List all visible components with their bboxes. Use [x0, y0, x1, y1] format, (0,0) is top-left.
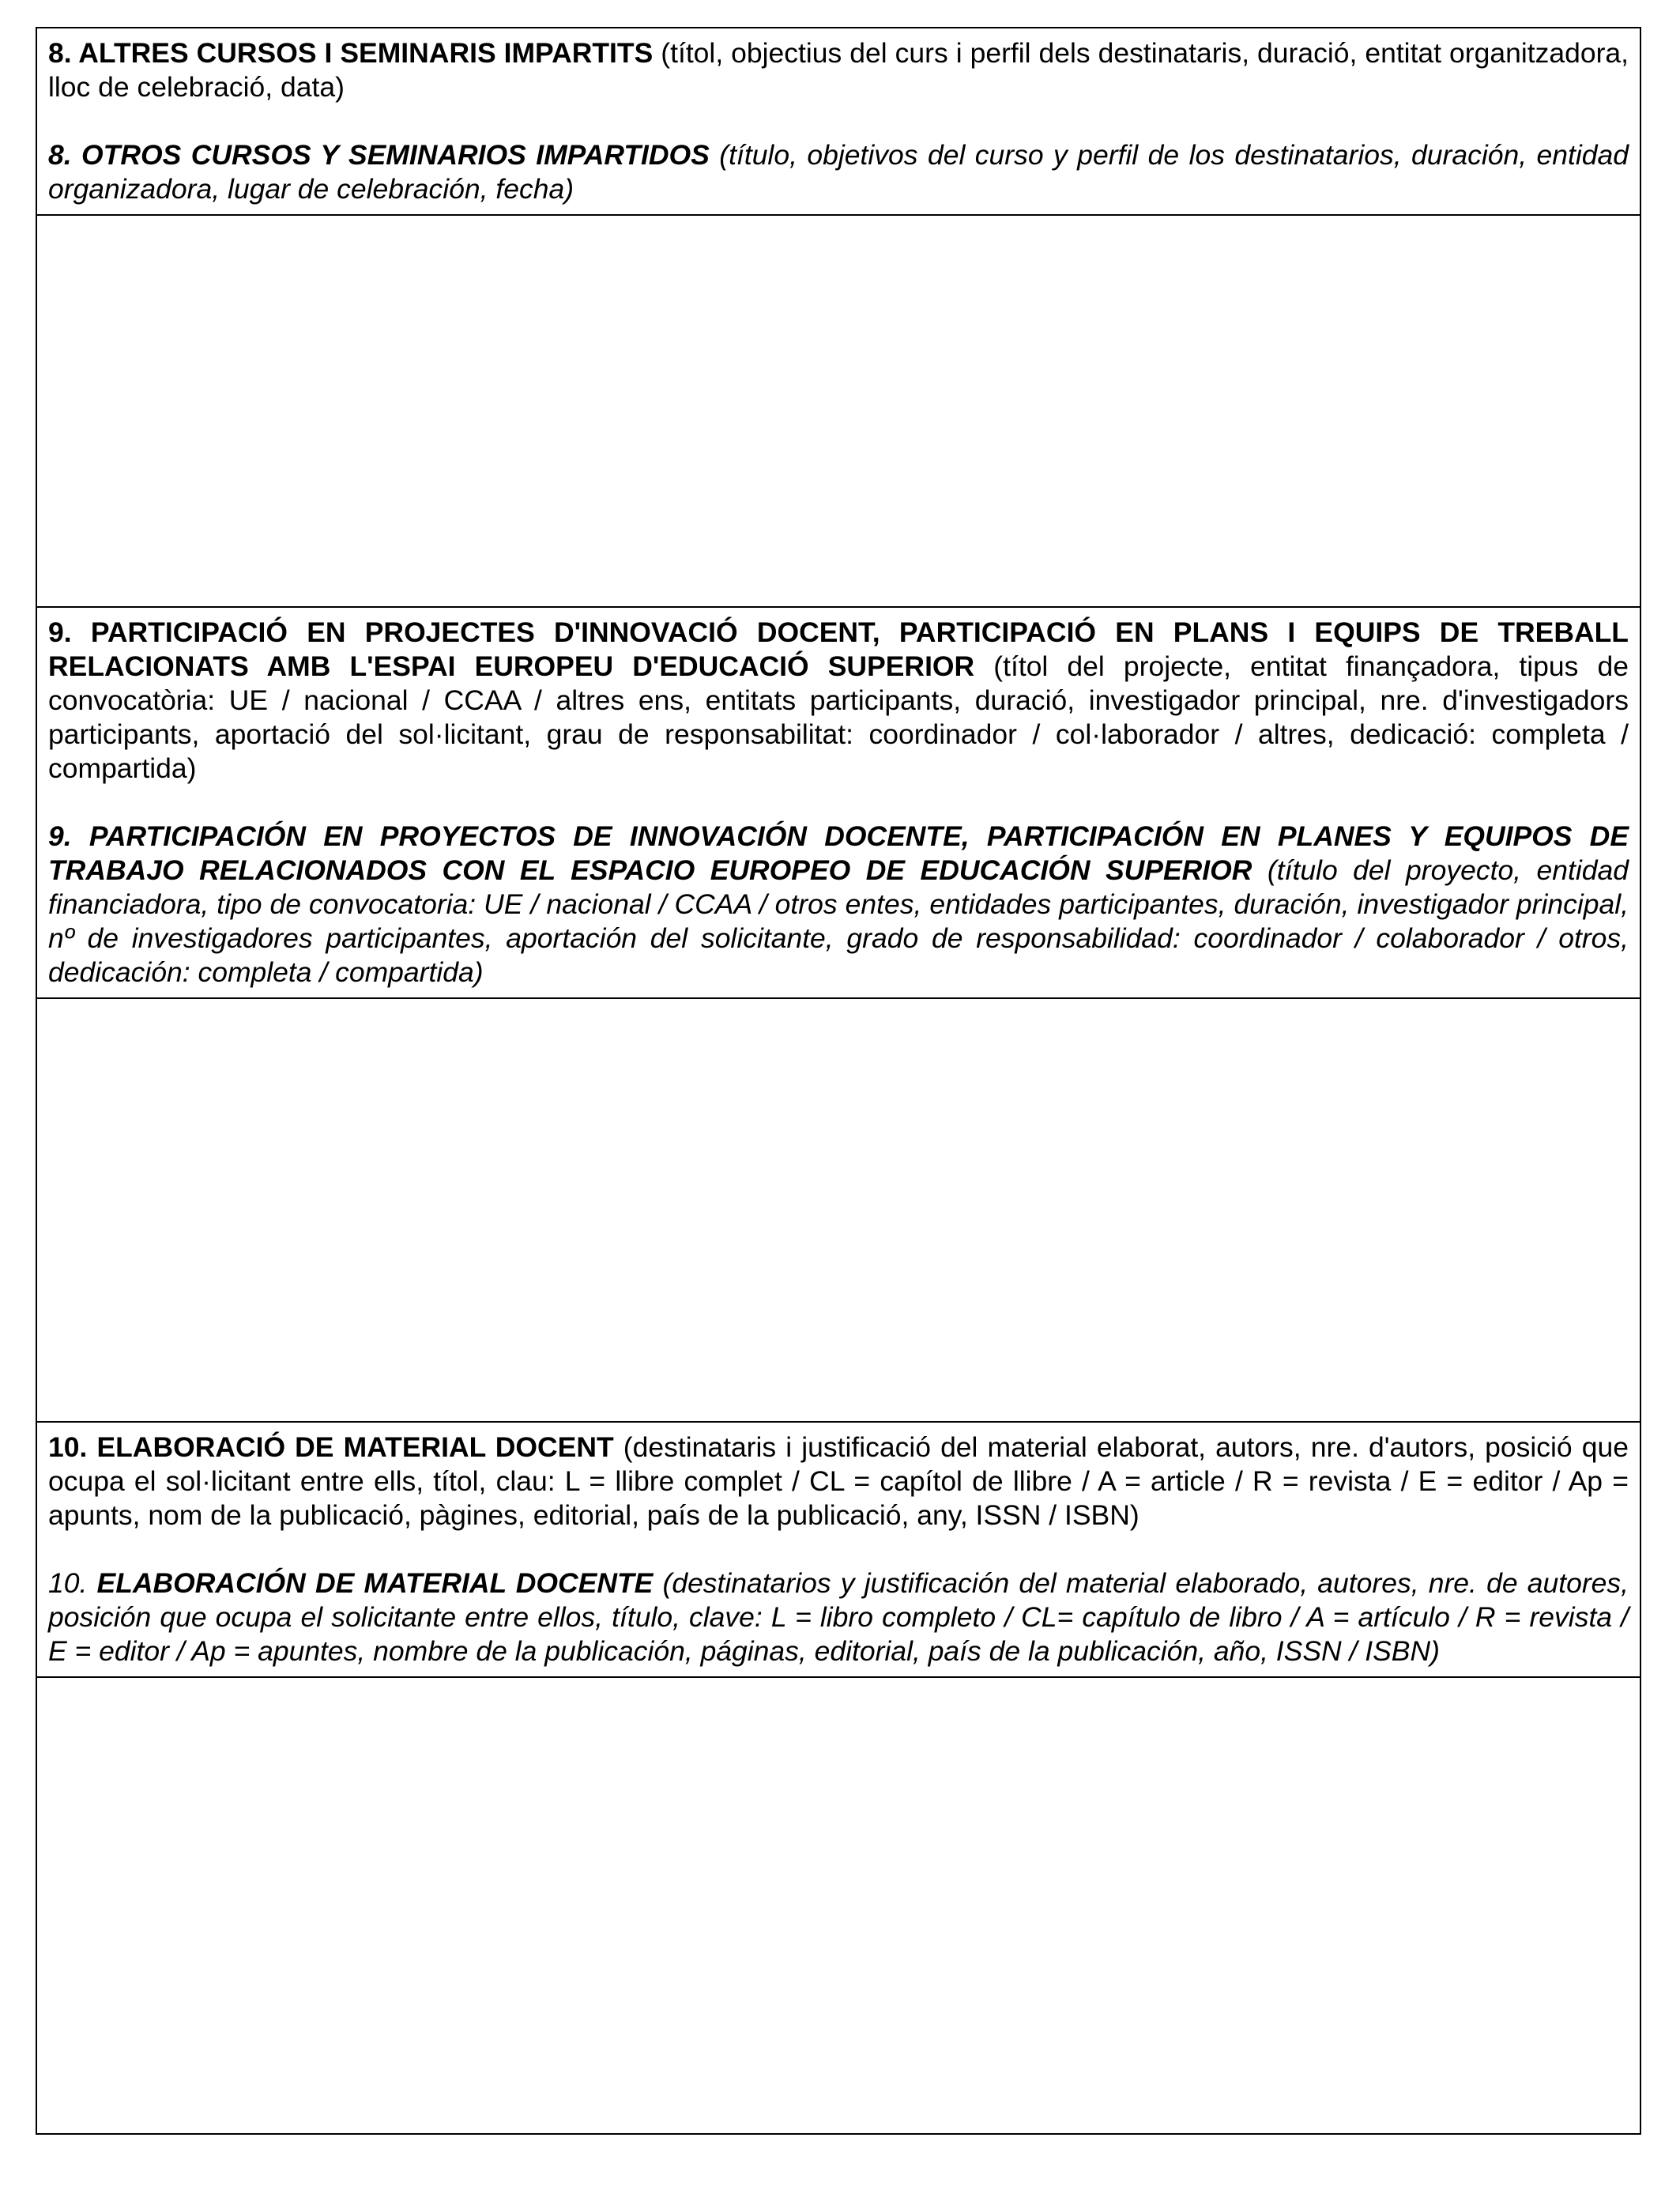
section-9-catalan: [48, 616, 1629, 786]
section-8-entry-area[interactable]: [37, 216, 1640, 608]
section-8-catalan-heading: 8. ALTRES CURSOS I SEMINARIS IMPARTITS: [48, 37, 654, 69]
section-10-catalan-detail: (destinataris i justificació del material elaborat, autors, nre. d'autors, posició que ocupa el sol·licitant entre ells, títol, clau: L = llibre complet / CL = capítol de llibre / A = article / R = revista / E = editor / Ap = apunts, nom de la publicació, pàgines, editorial, país de la publicació, any, ISSN / ISBN): [48, 1431, 1629, 1531]
section-8-header: [37, 28, 1640, 216]
section-8-spanish-heading: 8. OTROS CURSOS Y SEMINARIOS IMPARTIDOS: [48, 139, 710, 171]
form-table: [36, 27, 1641, 2135]
section-10-catalan-heading: 10. ELABORACIÓ DE MATERIAL DOCENT: [48, 1431, 614, 1463]
section-9-header: [37, 608, 1640, 999]
section-9-entry-area[interactable]: [37, 999, 1640, 1423]
section-10-spanish-detail: (destinatarios y justificación del material elaborado, autores, nre. de autores, posición que ocupa el solicitante entre ellos, título, clave: L = libro completo / CL= capítulo de libro / A = artículo / R = revista / E = editor / Ap = apuntes, nombre de la publicación, páginas, editorial, país de la publicación, año, ISSN / ISBN): [48, 1567, 1629, 1667]
section-10-entry-area[interactable]: [37, 1678, 1640, 2133]
section-9-spanish-heading: 9. PARTICIPACIÓN EN PROYECTOS DE INNOVACIÓN DOCENTE, PARTICIPACIÓN EN PLANES Y EQUIPOS DE TRABAJO RELACIONADOS CON EL ESPACIO EUROPEO DE EDUCACIÓN SUPERIOR: [48, 820, 1629, 886]
section-10-spanish-number: 10.: [48, 1567, 97, 1599]
section-8-catalan: [48, 36, 1629, 104]
section-8-spanish: [48, 138, 1629, 206]
section-9-catalan-detail: (títol del projecte, entitat finançadora, tipus de convocatòria: UE / nacional / CCAA / altres ens, entitats participants, duració, investigador principal, nre. d'investigadors participants, aportació del sol·licitant, grau de responsabilitat: coordinador / col·laborador / altres, dedicació: completa / compartida): [48, 650, 1629, 784]
section-8-catalan-detail: (títol, objectius del curs i perfil dels destinataris, duració, entitat organitzadora, lloc de celebració, data): [48, 37, 1629, 103]
section-8-spanish-detail: (título, objetivos del curso y perfil de los destinatarios, duración, entidad organizadora, lugar de celebración, fecha): [48, 139, 1629, 205]
section-10-header: [37, 1423, 1640, 1678]
section-10-spanish-heading: ELABORACIÓN DE MATERIAL DOCENTE: [96, 1567, 654, 1599]
section-9-catalan-heading: 9. PARTICIPACIÓ EN PROJECTES D'INNOVACIÓ DOCENT, PARTICIPACIÓ EN PLANS I EQUIPS DE TREBALL RELACIONATS AMB L'ESPAI EUROPEU D'EDUCACIÓ SUPERIOR: [48, 616, 1629, 682]
section-9-spanish-detail: (título del proyecto, entidad financiadora, tipo de convocatoria: UE / nacional / CCAA / otros entes, entidades participantes, duración, investigador principal, nº de investigadores participantes, aportación del solicitante, grado de responsabilidad: coordinador / colaborador / otros, dedicación: completa / compartida): [48, 854, 1629, 988]
section-10-catalan: [48, 1431, 1629, 1532]
section-10-spanish: [48, 1566, 1629, 1668]
section-9-spanish: [48, 820, 1629, 990]
